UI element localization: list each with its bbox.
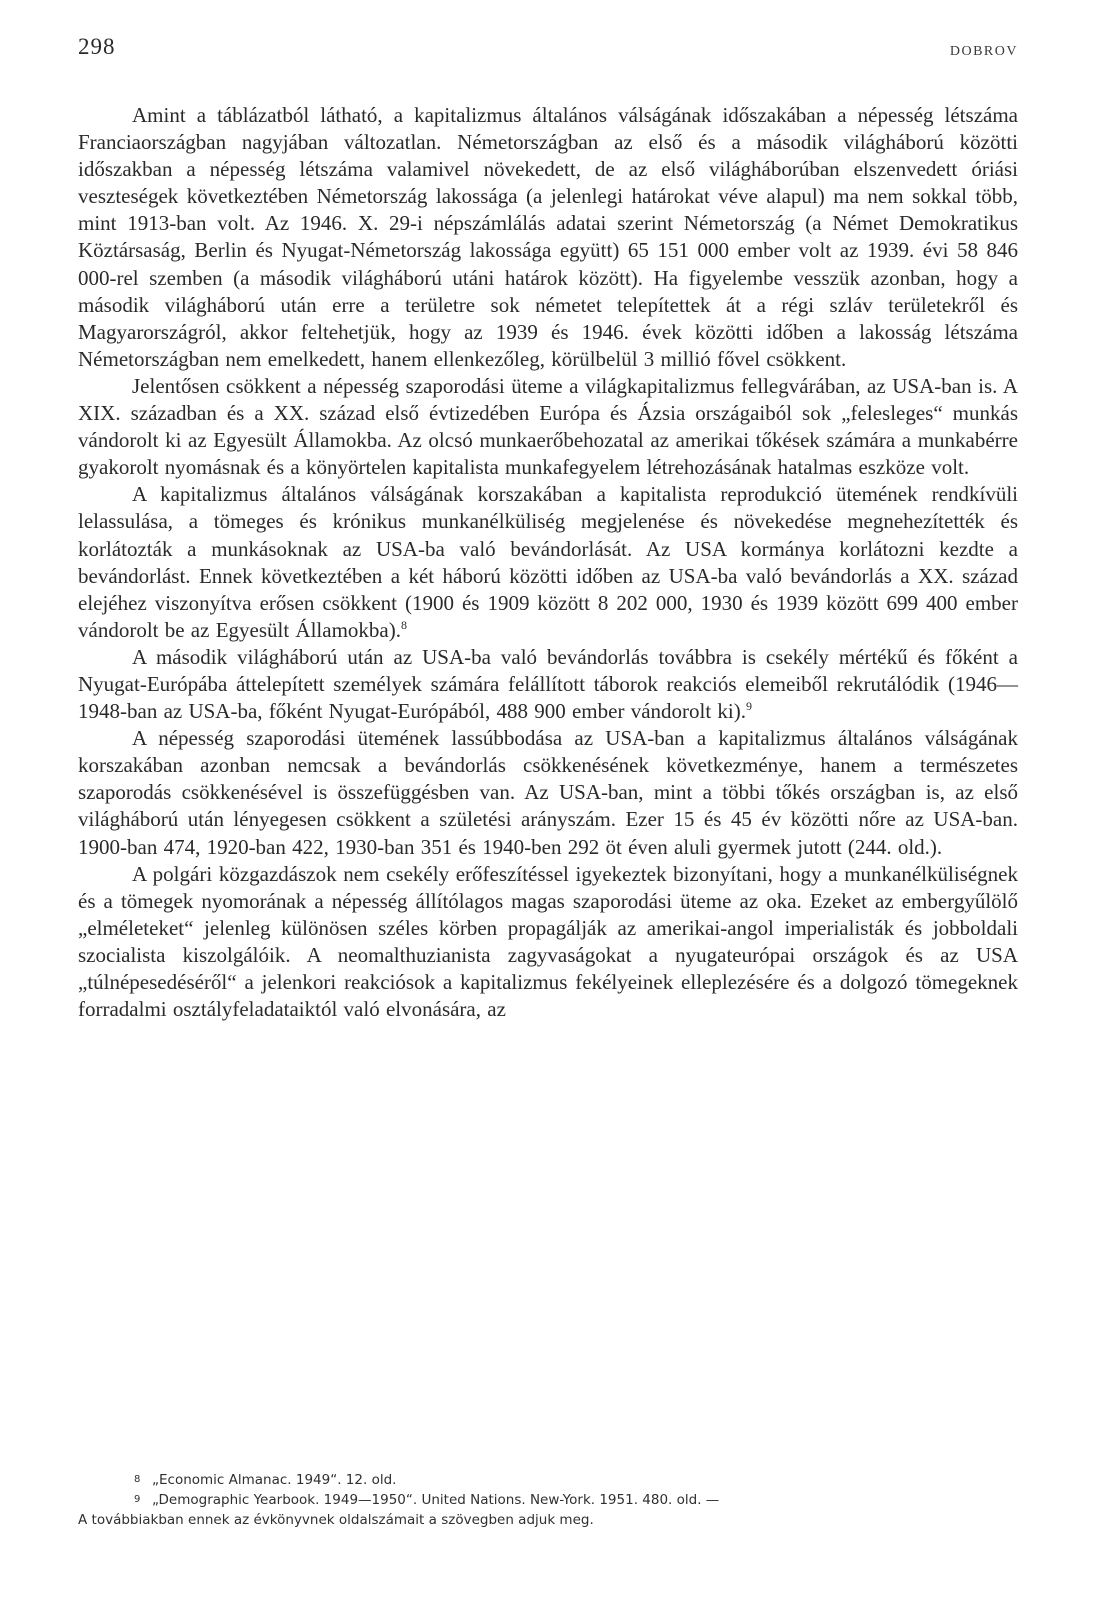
paragraph-4 (78, 644, 1018, 725)
footnote-ref-8: 8 (401, 617, 407, 632)
paragraph-6 (78, 861, 1018, 1024)
paragraph-text: A második világháború után az USA-ba való bevándorlás továbbra is csekély mértékű és főként a Nyugat-Európába áttelepített személyek számára felállított táborok reakciós elemeiből rekrutálódik (1946—1948-ban az USA-ba, főként Nyugat-Európából, 488 900 ember vándorolt ki). (78, 644, 1018, 724)
footnote-text: „Economic Almanac. 1949“. 12. old. (152, 1472, 397, 1488)
book-page (78, 28, 1018, 1528)
footnotes (78, 1470, 1018, 1530)
page-number: 298 (78, 34, 116, 59)
footnote-mark: 9 (134, 1494, 141, 1505)
body-text (78, 102, 1018, 1023)
paragraph-text: Amint a táblázatból látható, a kapitalizmus általános válságának időszakában a népesség létszáma Franciaországban nagyjában változatlan. Németországban az első és a második világháború közötti időszakban a népesség létszáma valamivel növekedett, de az első világháborúban elszenvedett óriási veszteségek következtében Németország lakossága (a jelenlegi határokat véve alapul) ma nem sokkal több, mint 1913-ban volt. Az 1946. X. 29-i népszámlálás adatai szerint Németország (a Német Demokratikus Köztársaság, Berlin és Nyugat-Németország lakossága együtt) 65 151 000 ember volt az 1939. évi 58 846 000-rel szemben (a második világháború utáni határok között). Ha figyelembe vesszük azonban, hogy a második világháború után erre a területre sok németet telepítettek át a régi szláv területekről és Magyarországról, akkor feltehetjük, hogy az 1939 és 1946. évek közötti időben a lakosság létszáma Németországban nem emelkedett, hanem ellenkezőleg, körülbelül 3 millió fővel csökkent. (78, 103, 1018, 371)
paragraph-3 (78, 481, 1018, 644)
paragraph-1 (78, 102, 1018, 373)
footnote-ref-9: 9 (746, 699, 752, 714)
footnote-9 (78, 1490, 1018, 1510)
running-head (78, 28, 1018, 64)
footnote-mark: 8 (134, 1474, 141, 1485)
footnote-text: „Demographic Yearbook. 1949—1950“. United Nations. New-York. 1951. 480. old. — (152, 1492, 720, 1508)
paragraph-text: Jelentősen csökkent a népesség szaporodási üteme a világkapitalizmus fellegvárában, az USA-ban is. A XIX. században és a XX. század első évtizedében Európa és Ázsia országaiból sok „felesleges“ munkás vándorolt ki az Egyesült Államokba. Az olcsó munkaerőbehozatal az amerikai tőkések számára a munkabérre gyakorolt nyomásnak és a könyörtelen kapitalista munkafegyelem létrehozásának hatalmas eszköze volt. (78, 373, 1018, 480)
footnote-9-continuation (78, 1510, 1018, 1530)
footnote-text: A továbbiakban ennek az évkönyvnek oldalszámait a szövegben adjuk meg. (78, 1512, 594, 1528)
author-header: DOBROV (949, 44, 1018, 59)
paragraph-2 (78, 373, 1018, 481)
paragraph-text: A polgári közgazdászok nem csekély erőfeszítéssel igyekeztek bizonyítani, hogy a munkanélküliségnek és a tömegek nyomorának a népesség állítólagos magas szaporodási üteme az oka. Ezeket az embergyűlölő „elméleteket“ jelenleg különösen széles körben propagálják az amerikai-angol imperialisták és jobboldali szocialista kiszolgálóik. A neomalthuzianista zagyvaságokat a nyugateurópai országok és az USA „túlnépesedéséről“ a jelenkori reakciósok a kapitalizmus fekélyeinek elleplezésére és a dolgozó tömegeknek forradalmi osztályfeladataiktól való elvonására, az (78, 861, 1018, 1022)
paragraph-text: A kapitalizmus általános válságának korszakában a kapitalista reprodukció ütemének rendkívüli lelassulása, a tömeges és krónikus munkanélküliség megjelenése és növekedése megnehezítették és korlátozták a munkásoknak az USA-ba való bevándorlását. Az USA kormánya korlátozni kezdte a bevándorlást. Ennek következtében a két háború közötti időben az USA-ba való bevándorlás a XX. század elejéhez viszonyítva erősen csökkent (1900 és 1909 között 8 202 000, 1930 és 1939 között 699 400 ember vándorolt be az Egyesült Államokba). (78, 482, 1018, 642)
footnote-8 (78, 1470, 1018, 1490)
paragraph-5 (78, 725, 1018, 860)
paragraph-text: A népesség szaporodási ütemének lassúbbodása az USA-ban a kapitalizmus általános válságának korszakában azonban nemcsak a bevándorlás csökkenésének következménye, hanem a természetes szaporodás csökkenésével is összefüggésben van. Az USA-ban, mint a többi tőkés országban is, az első világháború után lényegesen csökkent a születési arányszám. Ezer 15 és 45 év közötti nőre az USA-ban. 1900-ban 474, 1920-ban 422, 1930-ban 351 és 1940-ben 292 öt éven aluli gyermek jutott (244. old.). (78, 726, 1018, 859)
